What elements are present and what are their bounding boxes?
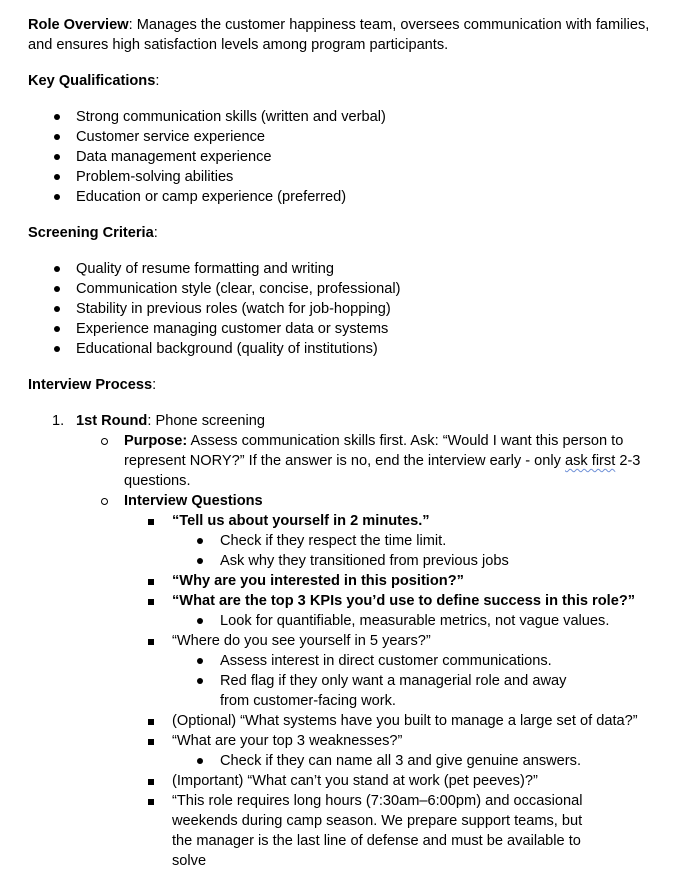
bullet-icon	[197, 758, 203, 764]
question-item: (Important) “What can’t you stand at work (pet peeves)?”	[28, 771, 661, 791]
square-bullet-icon	[148, 519, 154, 525]
question-item: “Where do you see yourself in 5 years?”	[28, 631, 661, 651]
key-qualifications-heading: Key Qualifications:	[28, 73, 160, 89]
role-overview-label: Role Overview	[28, 17, 129, 33]
question-item: “Tell us about yourself in 2 minutes.”	[28, 511, 661, 531]
purpose-item: Purpose: Assess communication skills first. Ask: “Would I want this person to represent NORY?” If the answer is no, end the interview early - only ask first 2-3 questions.	[28, 431, 661, 491]
square-bullet-icon	[148, 599, 154, 605]
question-note: Assess interest in direct customer communications.	[28, 651, 661, 671]
question-note: Check if they can name all 3 and give genuine answers.	[28, 751, 661, 771]
list-item: Educational background (quality of institutions)	[28, 339, 661, 359]
round-subtitle: : Phone screening	[147, 413, 266, 429]
square-bullet-icon	[148, 779, 154, 785]
bullet-icon	[197, 678, 203, 684]
list-item: Experience managing customer data or systems	[28, 319, 661, 339]
bullet-icon	[197, 658, 203, 664]
interview-process-heading: Interview Process:	[28, 377, 157, 393]
question-item: “What are your top 3 weaknesses?”	[28, 731, 661, 751]
bullet-icon	[197, 558, 203, 564]
bullet-icon	[54, 286, 60, 292]
list-item: Stability in previous roles (watch for job-hopping)	[28, 299, 661, 319]
bullet-icon	[54, 134, 60, 140]
list-item: Quality of resume formatting and writing	[28, 259, 661, 279]
round-title: 1st Round	[76, 413, 148, 429]
interview-process-label: Interview Process	[28, 377, 153, 393]
screening-criteria-list	[28, 259, 661, 359]
question-item: “Why are you interested in this position?”	[28, 571, 661, 591]
question-item: (Optional) “What systems have you built to manage a large set of data?”	[28, 711, 661, 731]
square-bullet-icon	[148, 719, 154, 725]
list-item: Problem-solving abilities	[28, 167, 661, 187]
bullet-icon	[54, 306, 60, 312]
list-item: Communication style (clear, concise, professional)	[28, 279, 661, 299]
interview-questions-item	[28, 491, 661, 511]
role-overview-text: : Manages the customer happiness team, oversees communication with families, and ensures high satisfaction levels among program participants.	[28, 17, 650, 53]
list-item: Education or camp experience (preferred)	[28, 187, 661, 207]
bullet-icon	[54, 266, 60, 272]
question-note: Ask why they transitioned from previous jobs	[28, 551, 661, 571]
round-number: 1.	[52, 413, 65, 429]
bullet-icon	[54, 326, 60, 332]
question-item: “What are the top 3 KPIs you’d use to define success in this role?”	[28, 591, 661, 611]
bullet-icon	[54, 346, 60, 352]
bullet-icon	[54, 174, 60, 180]
square-bullet-icon	[148, 739, 154, 745]
circle-bullet-icon	[101, 498, 108, 505]
question-note: Look for quantifiable, measurable metrics, not vague values.	[28, 611, 661, 631]
bullet-icon	[54, 154, 60, 160]
list-item: Strong communication skills (written and verbal)	[28, 107, 661, 127]
bullet-icon	[197, 538, 203, 544]
square-bullet-icon	[148, 579, 154, 585]
key-qualifications-list	[28, 107, 661, 207]
screening-criteria-heading: Screening Criteria:	[28, 225, 158, 241]
screening-criteria-label: Screening Criteria	[28, 225, 154, 241]
question-item: “This role requires long hours (7:30am–6:00pm) and occasional weekends during camp season. We prepare support teams, but the manager is the last line of defense and must be available to solve	[28, 791, 661, 871]
list-item: Customer service experience	[28, 127, 661, 147]
purpose-label: Purpose:	[124, 433, 188, 449]
question-note: Red flag if they only want a managerial role and away from customer-facing work.	[28, 671, 661, 711]
interview-questions-label: Interview Questions	[124, 493, 263, 509]
role-overview-paragraph	[28, 15, 661, 55]
list-item: Data management experience	[28, 147, 661, 167]
bullet-icon	[54, 114, 60, 120]
spellcheck-flagged-text[interactable]: ask first	[565, 453, 616, 469]
question-note: Check if they respect the time limit.	[28, 531, 661, 551]
key-qualifications-label: Key Qualifications	[28, 73, 156, 89]
round-item	[28, 411, 661, 431]
bullet-icon	[54, 194, 60, 200]
square-bullet-icon	[148, 639, 154, 645]
square-bullet-icon	[148, 799, 154, 805]
interview-rounds-list	[28, 411, 661, 871]
circle-bullet-icon	[101, 438, 108, 445]
bullet-icon	[197, 618, 203, 624]
